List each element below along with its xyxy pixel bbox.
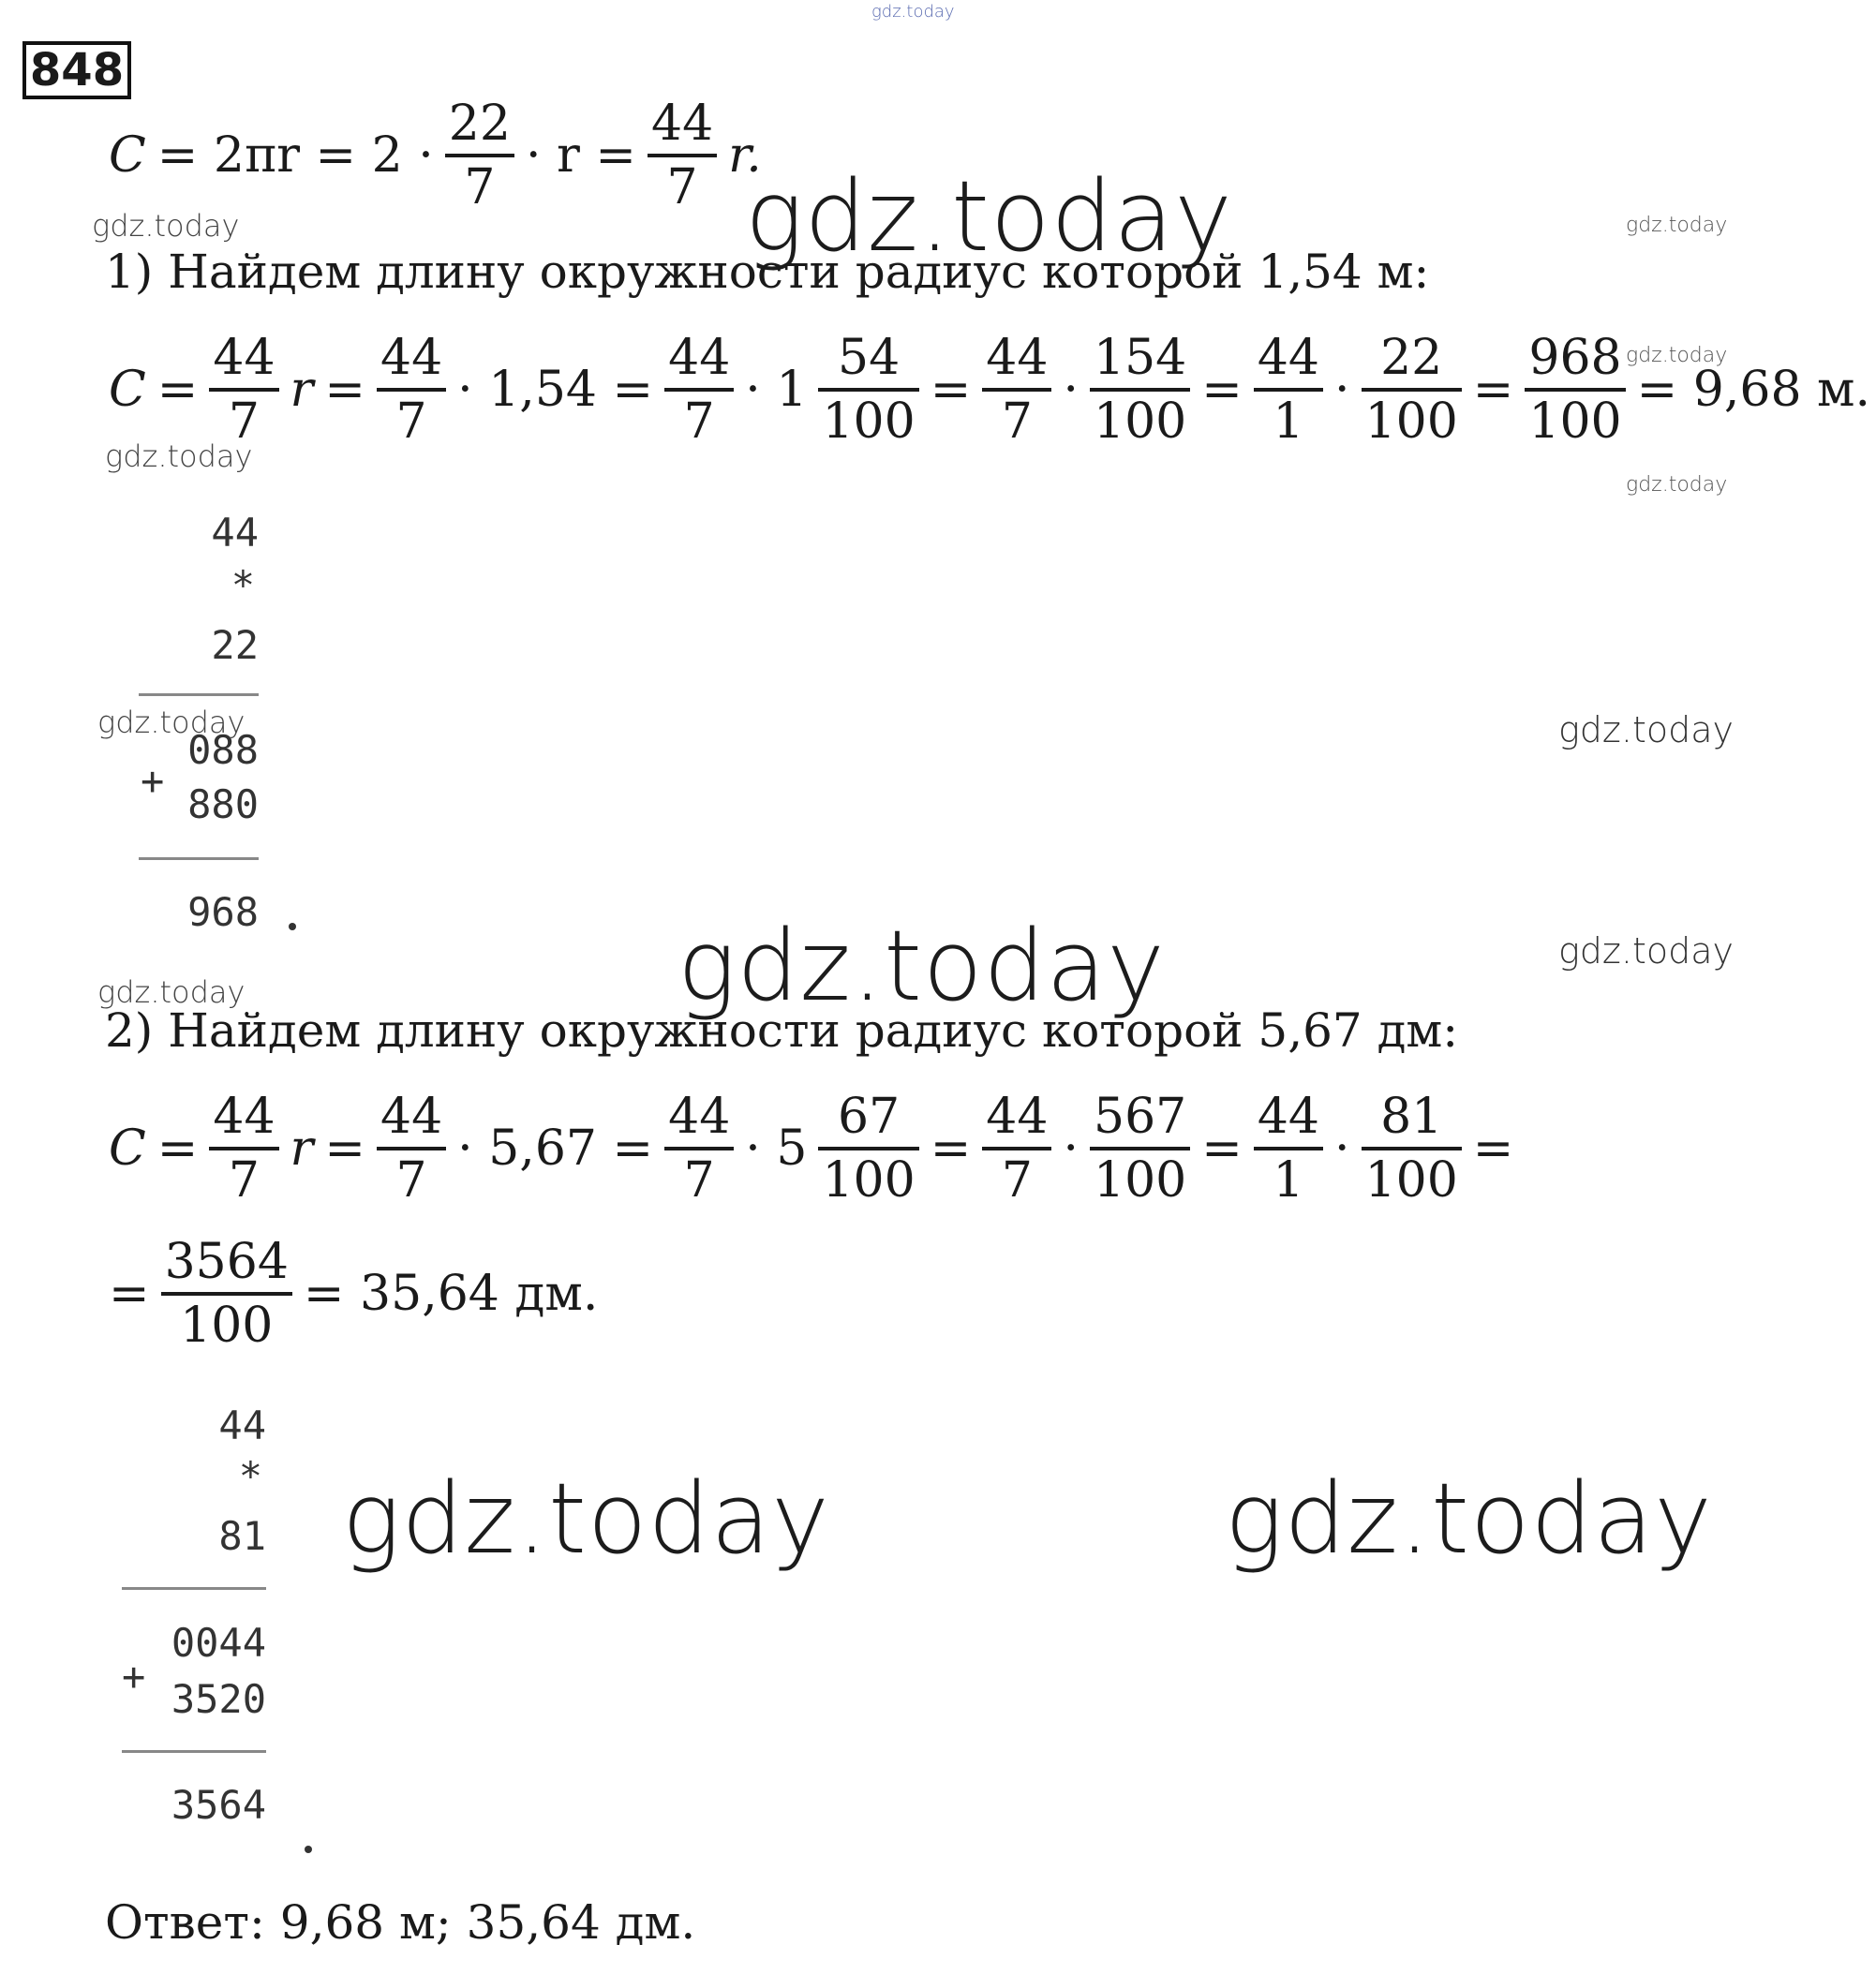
denominator: 1: [1273, 1152, 1304, 1209]
answer: Ответ: 9,68 м; 35,64 дм.: [105, 1895, 696, 1950]
multiplier: 81: [218, 1513, 266, 1559]
watermark-small: gdz.today: [105, 438, 253, 474]
denominator: 7: [683, 1152, 715, 1209]
fraction: [377, 1087, 446, 1210]
equals: =: [324, 1121, 365, 1177]
denominator: 100: [1093, 1152, 1187, 1209]
dot: ·: [1334, 362, 1350, 418]
watermark-small: gdz.today: [97, 974, 246, 1010]
numerator: 44: [668, 1089, 731, 1145]
watermark-medium: gdz.today: [1558, 709, 1734, 750]
numerator: 154: [1093, 330, 1187, 386]
denominator: 7: [1001, 393, 1033, 450]
denominator: 7: [228, 1152, 260, 1209]
multiply-sign: *: [238, 1453, 262, 1499]
equals: =: [156, 362, 199, 418]
numerator: 44: [1257, 330, 1319, 386]
plus-sign: +: [141, 758, 165, 804]
numerator: 81: [1380, 1089, 1443, 1145]
dot: ·: [1063, 362, 1079, 418]
formula-end: r.: [728, 127, 762, 184]
column-rule: [122, 1750, 266, 1753]
fraction: [1254, 1087, 1323, 1210]
step2-equation: [103, 1087, 1519, 1210]
dot-mark: [289, 923, 296, 930]
numerator: 44: [986, 1089, 1049, 1145]
numerator: 44: [986, 330, 1049, 386]
problem-number: 848: [22, 41, 131, 99]
denominator: 100: [822, 1152, 916, 1209]
formula-fraction-22-7: [445, 94, 514, 217]
watermark-small: gdz.today: [97, 705, 246, 740]
fraction: [1362, 328, 1462, 452]
plus-sign: +: [122, 1654, 146, 1699]
step2-title: 2) Найдем длину окружности радиус которой 5,67 дм:: [105, 1003, 1459, 1058]
dot-one: · 1: [745, 362, 808, 418]
watermark-large: gdz.today: [1225, 1462, 1713, 1576]
trailing-equals: =: [1472, 1121, 1514, 1177]
numerator: 968: [1528, 330, 1622, 386]
c-symbol: C: [109, 362, 146, 418]
fraction: [818, 1087, 918, 1210]
leading-equals: =: [109, 1266, 150, 1322]
dot-five: · 5: [745, 1121, 808, 1177]
watermark-tiny: gdz.today: [1626, 344, 1728, 367]
denominator: 1: [1273, 393, 1304, 450]
column-rule: [139, 857, 259, 860]
numerator: 44: [650, 96, 714, 152]
numerator: 44: [213, 330, 275, 386]
r-symbol: r: [290, 1121, 314, 1177]
multiplicand: 44: [218, 1403, 266, 1448]
denominator: 7: [464, 159, 496, 215]
step2-continuation: [103, 1232, 603, 1356]
denominator: 7: [395, 393, 427, 450]
fraction: [664, 328, 734, 452]
denominator: 100: [1364, 393, 1458, 450]
fraction: [1254, 328, 1323, 452]
column-rule: [122, 1587, 266, 1590]
denominator: 100: [822, 393, 916, 450]
numerator: 67: [837, 1089, 901, 1145]
numerator: 567: [1093, 1089, 1187, 1145]
column-sum: 3564: [171, 1782, 266, 1828]
multiplier: 22: [211, 622, 259, 668]
fraction: [377, 328, 446, 452]
fraction: [1090, 328, 1190, 452]
fraction: [1525, 328, 1625, 452]
partial-product-2: 3520: [171, 1676, 266, 1722]
fraction: [982, 328, 1051, 452]
fraction: [1090, 1087, 1190, 1210]
numerator: 22: [1380, 330, 1443, 386]
column-rule: [139, 693, 259, 696]
step1-column-multiplication: [131, 511, 259, 979]
fraction: [209, 328, 278, 452]
equals: =: [930, 362, 972, 418]
denominator: 100: [1528, 393, 1622, 450]
formula-fraction-44-7: [648, 94, 717, 217]
denominator: 7: [395, 1152, 427, 1209]
step1-equation: [103, 328, 1876, 452]
denominator: 7: [683, 393, 715, 450]
fraction: [664, 1087, 734, 1210]
times-value: · 5,67 =: [457, 1121, 654, 1177]
denominator: 100: [180, 1298, 274, 1354]
equals: =: [324, 362, 365, 418]
dot-mark: [305, 1846, 312, 1853]
numerator: 44: [213, 1089, 275, 1145]
denominator: 7: [1001, 1152, 1033, 1209]
watermark-medium: gdz.today: [1558, 930, 1734, 972]
numerator: 22: [448, 96, 511, 152]
fraction: [818, 328, 918, 452]
numerator: 44: [668, 330, 731, 386]
fraction: [161, 1232, 292, 1356]
fraction: [209, 1087, 278, 1210]
partial-product-2: 880: [187, 781, 259, 827]
step2-result: = 35,64 дм.: [303, 1266, 599, 1322]
step1-result: = 9,68 м.: [1636, 362, 1871, 418]
partial-product-1: 088: [187, 727, 259, 773]
equals: =: [1201, 1121, 1243, 1177]
denominator: 7: [666, 159, 698, 215]
dot: ·: [1334, 1121, 1350, 1177]
fraction: [1362, 1087, 1462, 1210]
formula-lhs: C: [109, 127, 146, 184]
numerator: 44: [380, 330, 443, 386]
watermark-tiny: gdz.today: [1626, 473, 1728, 497]
watermark-top: gdz.today: [871, 2, 955, 22]
formula-mid: · r =: [525, 127, 636, 184]
step2-column-multiplication: [122, 1403, 266, 1853]
watermark-small: gdz.today: [92, 208, 240, 244]
denominator: 100: [1093, 393, 1187, 450]
denominator: 100: [1364, 1152, 1458, 1209]
numerator: 54: [837, 330, 901, 386]
watermark-large: gdz.today: [745, 159, 1233, 274]
denominator: 7: [228, 393, 260, 450]
column-sum: 968: [187, 889, 259, 935]
r-symbol: r: [290, 362, 314, 418]
numerator: 44: [380, 1089, 443, 1145]
multiply-sign: *: [231, 562, 255, 608]
equals: =: [1472, 362, 1514, 418]
fraction: [982, 1087, 1051, 1210]
circumference-formula: [103, 94, 767, 217]
dot: ·: [1063, 1121, 1079, 1177]
watermark-large: gdz.today: [677, 909, 1166, 1023]
step1-title: 1) Найдем длину окружности радиус которой 1,54 м:: [105, 245, 1430, 299]
watermark-large: gdz.today: [342, 1462, 830, 1576]
equals: =: [156, 1121, 199, 1177]
multiplicand: 44: [211, 510, 259, 556]
numerator: 3564: [164, 1234, 289, 1290]
c-symbol: C: [109, 1121, 146, 1177]
formula-eq1: = 2πr = 2 ·: [156, 127, 434, 184]
times-value: · 1,54 =: [457, 362, 654, 418]
equals: =: [1201, 362, 1243, 418]
watermark-tiny: gdz.today: [1626, 214, 1728, 237]
equals: =: [930, 1121, 972, 1177]
numerator: 44: [1257, 1089, 1319, 1145]
partial-product-1: 0044: [171, 1620, 266, 1666]
